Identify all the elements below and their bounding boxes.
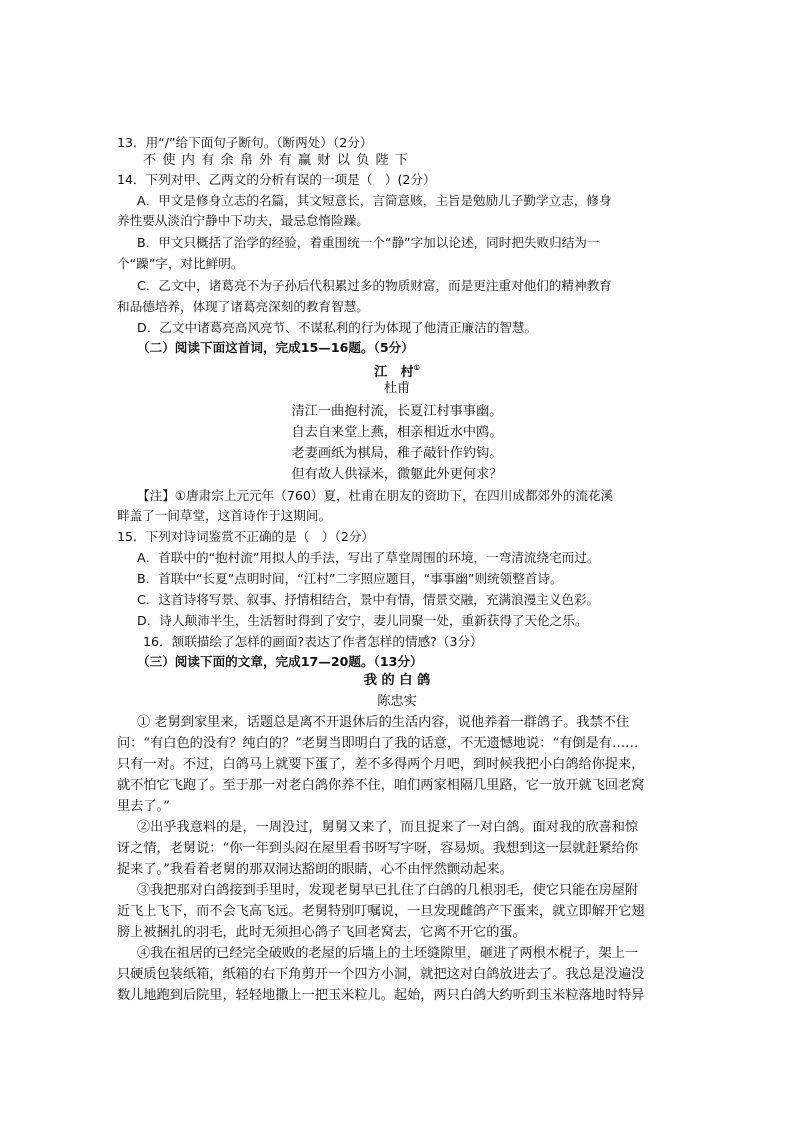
q14-option-b-line1: B．甲文只概括了治学的经验，着重围统一个“静”字加以论述，同时把失败归结为一 bbox=[137, 235, 600, 250]
article-title: 我 的 白 鸽 bbox=[363, 673, 431, 688]
article-p3-line3: 膀上被捆扎的羽毛，此时无须担心鸽子飞回老窝去，它离不开它的蛋。 bbox=[117, 925, 526, 940]
article-p3-line2: 近飞上飞下，而不会飞高飞远。老舅特别叮嘱说，一旦发现雌鸽产下蛋来，就立即解开它翅 bbox=[117, 904, 645, 919]
article-p1-line4: 就不怕它飞跑了。至于那一对老白鸽你养不住，咱们两家相隔几里路，它一放开就飞回老窝 bbox=[117, 778, 645, 793]
q13-sentence: 不 使 内 有 余 帛 外 有 赢 财 以 负 陛 下 bbox=[143, 153, 410, 168]
article-author: 陈忠实 bbox=[377, 694, 417, 709]
q14-option-c-line1: C．乙文中，诸葛亮不为子孙后代积累过多的物质财富，而是更注重对他们的精神教育 bbox=[137, 278, 612, 293]
q14-option-a-line1: A．甲文是修身立志的名篇，其文短意长，言简意赅，主旨是勉励儿子勤学立志，修身 bbox=[137, 193, 612, 208]
article-p3-line1: ③我把那对白鸽接到手里时，发现老舅早已扎住了白鸽的几根羽毛，使它只能在房屋附 bbox=[137, 883, 639, 898]
article-p4-line3: 数儿地跑到后院里，轻轻地撒上一把玉米粒儿。起始，两只白鸽大约听到玉米粒落地时特异 bbox=[117, 988, 645, 1003]
article-p1-line2: 问：“有白色的没有？纯白的？”老舅当即明白了我的话意，不无遗憾地说：“有倒是有…… bbox=[117, 736, 639, 751]
poem-note-mark: ① bbox=[413, 363, 420, 372]
article-p4-line2: 只硬质包装纸箱，纸箱的右下角剪开一个四方小洞，就把这对白鸽放进去了。我总是没遍没 bbox=[117, 967, 645, 982]
article-p2-line3: 捉来了。”我看着老舅的那双洞达豁朗的眼睛，心不由怦然颤动起来。 bbox=[117, 862, 513, 877]
article-p1-line1: ① 老舅到家里来，话题总是离不开退休后的生活内容，说他养着一群鸽子。我禁不住 bbox=[137, 715, 630, 730]
poem-note-line2: 畔盖了一间草堂，这首诗作于这期间。 bbox=[117, 508, 332, 523]
poem-line-1: 清江一曲抱村流，长夏江村事事幽。 bbox=[291, 404, 503, 419]
poem-line-2: 自去自来堂上燕，相亲相近水中鸥。 bbox=[291, 425, 503, 440]
poem-line-3: 老妻画纸为棋局，稚子敲针作钓钩。 bbox=[291, 446, 503, 461]
q14-option-b-line2: 个“躁”字，对比鲜明。 bbox=[117, 256, 244, 271]
section-3-heading: （三）阅读下面的文章，完成17—20题。（13分） bbox=[137, 654, 423, 669]
q15-option-a: A．首联中的“抱村流”用拟人的手法，写出了草堂周围的环境，一弯清流绕宅而过。 bbox=[137, 550, 600, 565]
section-2-heading: （二）阅读下面这首词，完成15—16题。（5分） bbox=[137, 340, 414, 355]
poem-title: 江 村① bbox=[374, 363, 420, 380]
q15-option-d: D．诗人颠沛半生，生活暂时得到了安宁，妻儿同聚一处，重新获得了天伦之乐。 bbox=[137, 613, 588, 628]
poem-author: 杜甫 bbox=[383, 381, 411, 396]
article-p1-line3: 只有一对。不过，白鸽马上就要下蛋了，差不多得两个月吧，到时候我把小白鸽给你捉来， bbox=[117, 757, 645, 772]
poem-line-4: 但有故人供禄米，微躯此外更何求？ bbox=[291, 467, 503, 482]
q15-option-c: C．这首诗将写景、叙事、抒情相结合，景中有情，情景交融，充满浪漫主义色彩。 bbox=[137, 592, 600, 607]
q14-title: 14．下列对甲、乙两文的分析有误的一项是（ ）(2分） bbox=[117, 172, 436, 187]
q14-option-c-line2: 和品德培养，体现了诸葛亮深刻的教育智慧。 bbox=[117, 299, 369, 314]
q15-title: 15．下列对诗词鉴赏不正确的是（ ）（2分） bbox=[117, 529, 375, 544]
poem-note-line1: 【注】①唐肃宗上元元年（760）夏，杜甫在朋友的资助下，在四川成都郊外的流花溪 bbox=[137, 488, 614, 503]
q16-title: 16．颔联描绘了怎样的画面?表达了作者怎样的情感?（3分） bbox=[143, 634, 483, 649]
article-p1-line5: 里去了。” bbox=[117, 799, 170, 814]
article-p2-line1: ②出乎我意料的是，一周没过，舅舅又来了，而且捉来了一对白鸽。面对我的欣喜和惊 bbox=[137, 820, 639, 835]
q13-title: 13．用“/”给下面句子断句。（断两处）（2分） bbox=[117, 135, 373, 150]
q15-option-b: B．首联中“长夏”点明时间，“江村”二字照应题目，“事事幽”则统领整首诗。 bbox=[137, 571, 563, 586]
article-p2-line2: 讶之情，老舅说：“你一年到头闷在屋里看书呀写字呀，容易烦。我想到这一层就赶紧给你 bbox=[117, 841, 639, 856]
article-p4-line1: ④我在祖居的已经完全破败的老屋的后墙上的土坯缝隙里，砸进了两根木棍子，架上一 bbox=[137, 946, 639, 961]
q14-option-a-line2: 养性要从淡泊宁静中下功夫，最忌怠惰险躁。 bbox=[117, 213, 369, 228]
q14-option-d: D．乙文中诸葛亮高风亮节、不谋私利的行为体现了他清正廉洁的智慧。 bbox=[137, 320, 538, 335]
